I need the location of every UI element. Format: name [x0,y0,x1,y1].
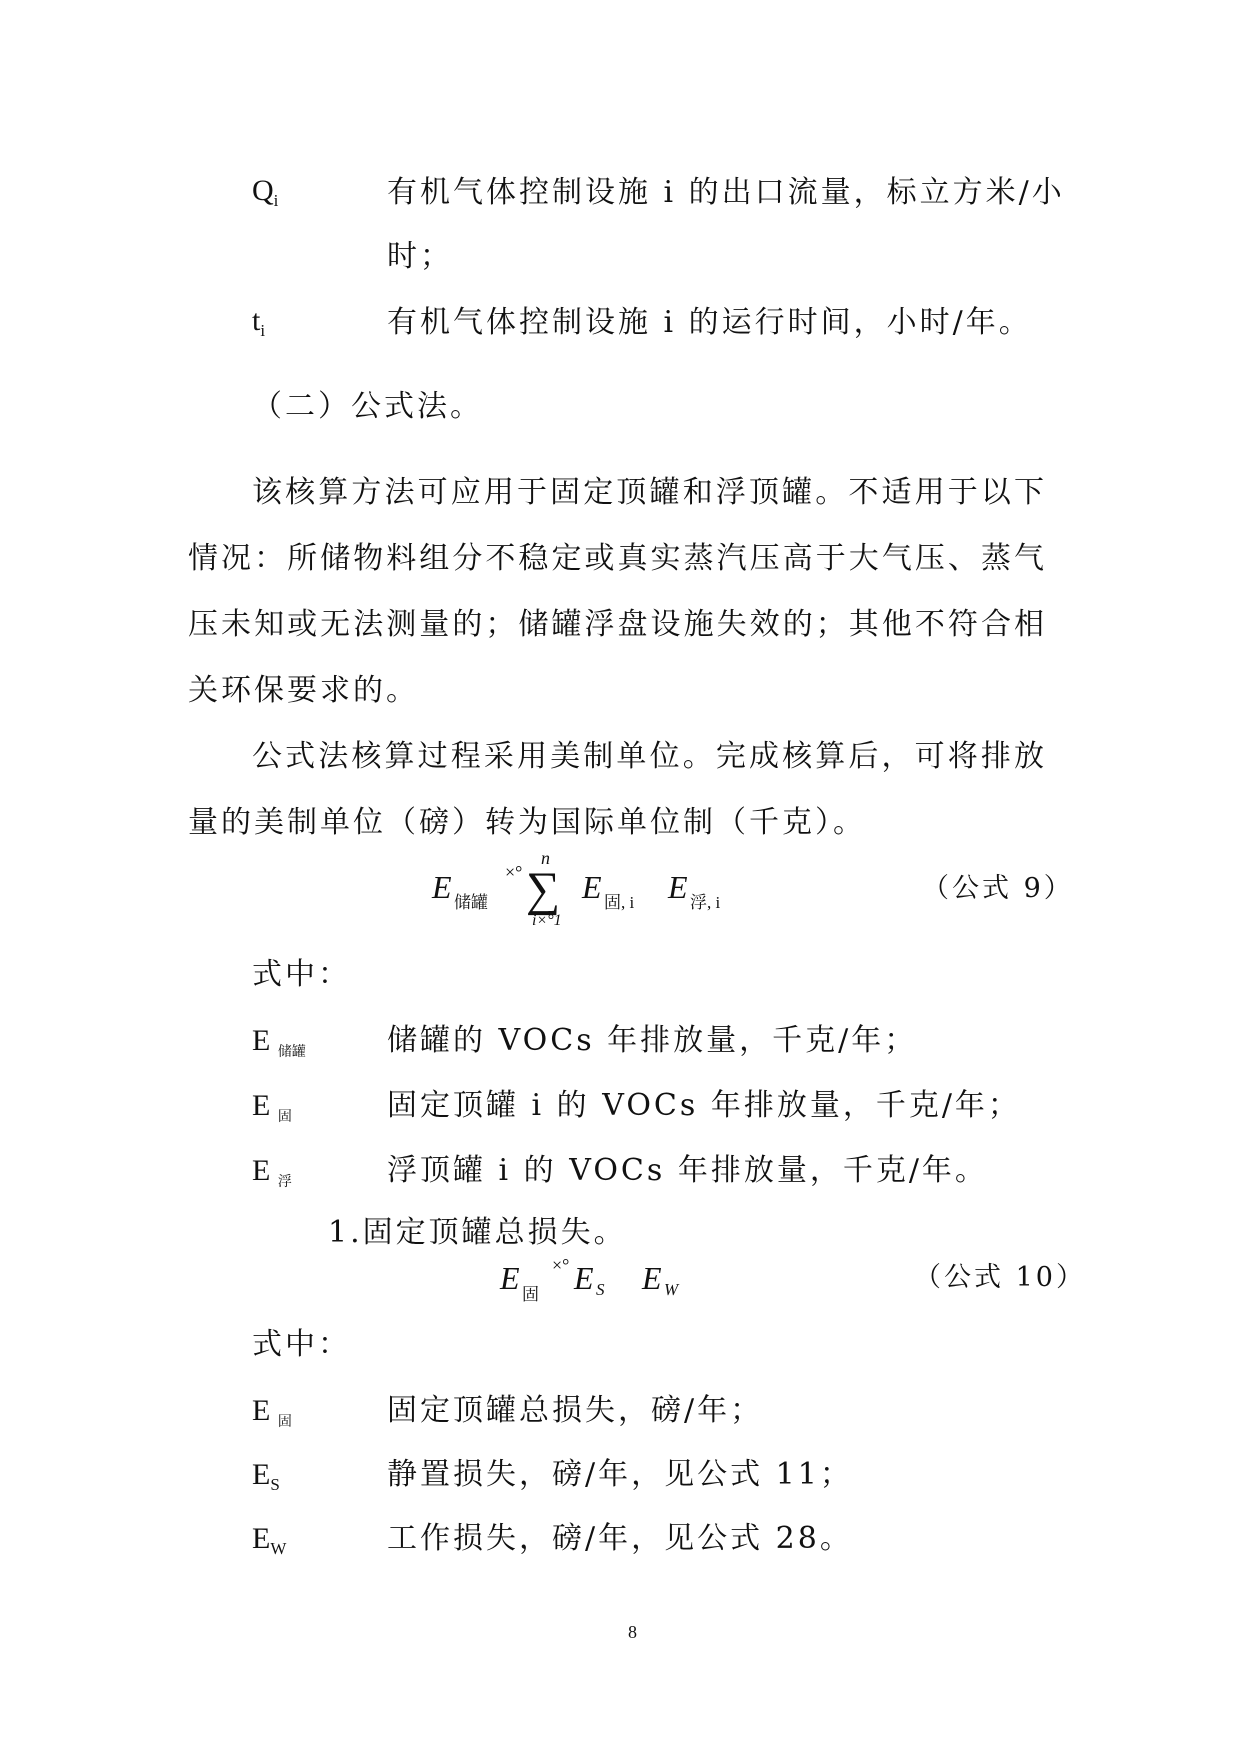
para2-line1: 公式法核算过程采用美制单位。完成核算后，可将排放 [252,739,1044,774]
sub-heading: 1.固定顶罐总损失。 [328,1215,627,1250]
definition-E-fixed: 固定顶罐 i 的 VOCs 年排放量，千克/年； [387,1088,1021,1123]
summation-sign: ∑ [526,863,561,916]
definition-Qi-line1: 有机气体控制设施 i 的出口流量，标立方米/小 [387,175,1065,210]
page-number: 8 [628,1622,637,1642]
definition-E-fixed-total: 固定顶罐总损失，磅/年； [387,1393,764,1428]
definition-Qi-line2: 时； [387,239,453,274]
symbol-ti: $t_i$ [252,304,266,340]
para1-line2: 情况：所储物料组分不稳定或真实蒸汽压高于大气压、蒸气 [188,541,1044,576]
definition-E-storage: 储罐的 VOCs 年排放量，千克/年； [387,1023,918,1058]
para1-line3: 压未知或无法测量的；储罐浮盘设施失效的；其他不符合相 [188,607,1044,642]
definition-E-floating: 浮顶罐 i 的 VOCs 年排放量，千克/年。 [387,1153,988,1188]
where-label-1: 式中： [252,957,351,992]
definition-ti: 有机气体控制设施 i 的运行时间，小时/年。 [387,305,1032,340]
symbol-E-fixed: E $_固$ [252,1089,292,1125]
definition-Ew: 工作损失，磅/年，见公式 28。 [387,1521,853,1556]
document-page: $Q_i$ 有机气体控制设施 i 的出口流量，标立方米/小 时； $t_i$ 有机气体控制设施 i 的运行时间，小时/年。 （二）公式法。 该核算方法可应用于固定顶罐和浮顶罐。不适用于以下 情况：所储物料组分不稳定或真实蒸汽压高于大气压、蒸气 压未知或无法测量的；储罐浮盘设施失效的；其他不符合相 关环保要求的。 公式法核算过程采用美制单位。完成核算后，可将排放 量的美制单位（磅）转为国际单位制（千克）。 E 储罐 ×° n ∑ i×°1 E 固, i E 浮, i （公式 9） 式中： E $_{储罐}$ 储罐的 VOCs 年排放量，千克/年； E $_固$ 固定顶罐 i 的 VOCs 年排放量，千克/年； E $_浮$ 浮顶罐 i 的 VOCs 年排放量，千克/年。 1.固定顶罐总损失。 E 固 ×° E S E W （公式 10） 式中： E $_固$ 固定顶罐总损失，磅/年； $E_S$ 静置损失，磅/年，见公式 11； $E_W$ 工作损失，磅/年，见公式 28。 8 [188,174,1086,1642]
section-heading: （二）公式法。 [252,389,483,424]
para2-line2: 量的美制单位（磅）转为国际单位制（千克）。 [188,805,866,840]
definition-Es: 静置损失，磅/年，见公式 11； [387,1457,853,1492]
where-label-2: 式中： [252,1327,351,1362]
para1-line4: 关环保要求的。 [188,673,419,708]
symbol-Es: $E_S$ [252,1458,280,1494]
equation-10-label: （公式 10） [914,1262,1086,1293]
equation-9-label: （公式 9） [922,873,1074,904]
symbol-E-floating: E $_浮$ [252,1154,292,1190]
symbol-E-storage: E $_{储罐}$ [252,1024,306,1060]
symbol-E-fixed-total: E $_固$ [252,1394,292,1430]
para1-line1: 该核算方法可应用于固定顶罐和浮顶罐。不适用于以下 [252,475,1044,510]
symbol-Ew: $E_W$ [252,1522,287,1558]
symbol-Qi: $Q_i$ [252,174,279,210]
